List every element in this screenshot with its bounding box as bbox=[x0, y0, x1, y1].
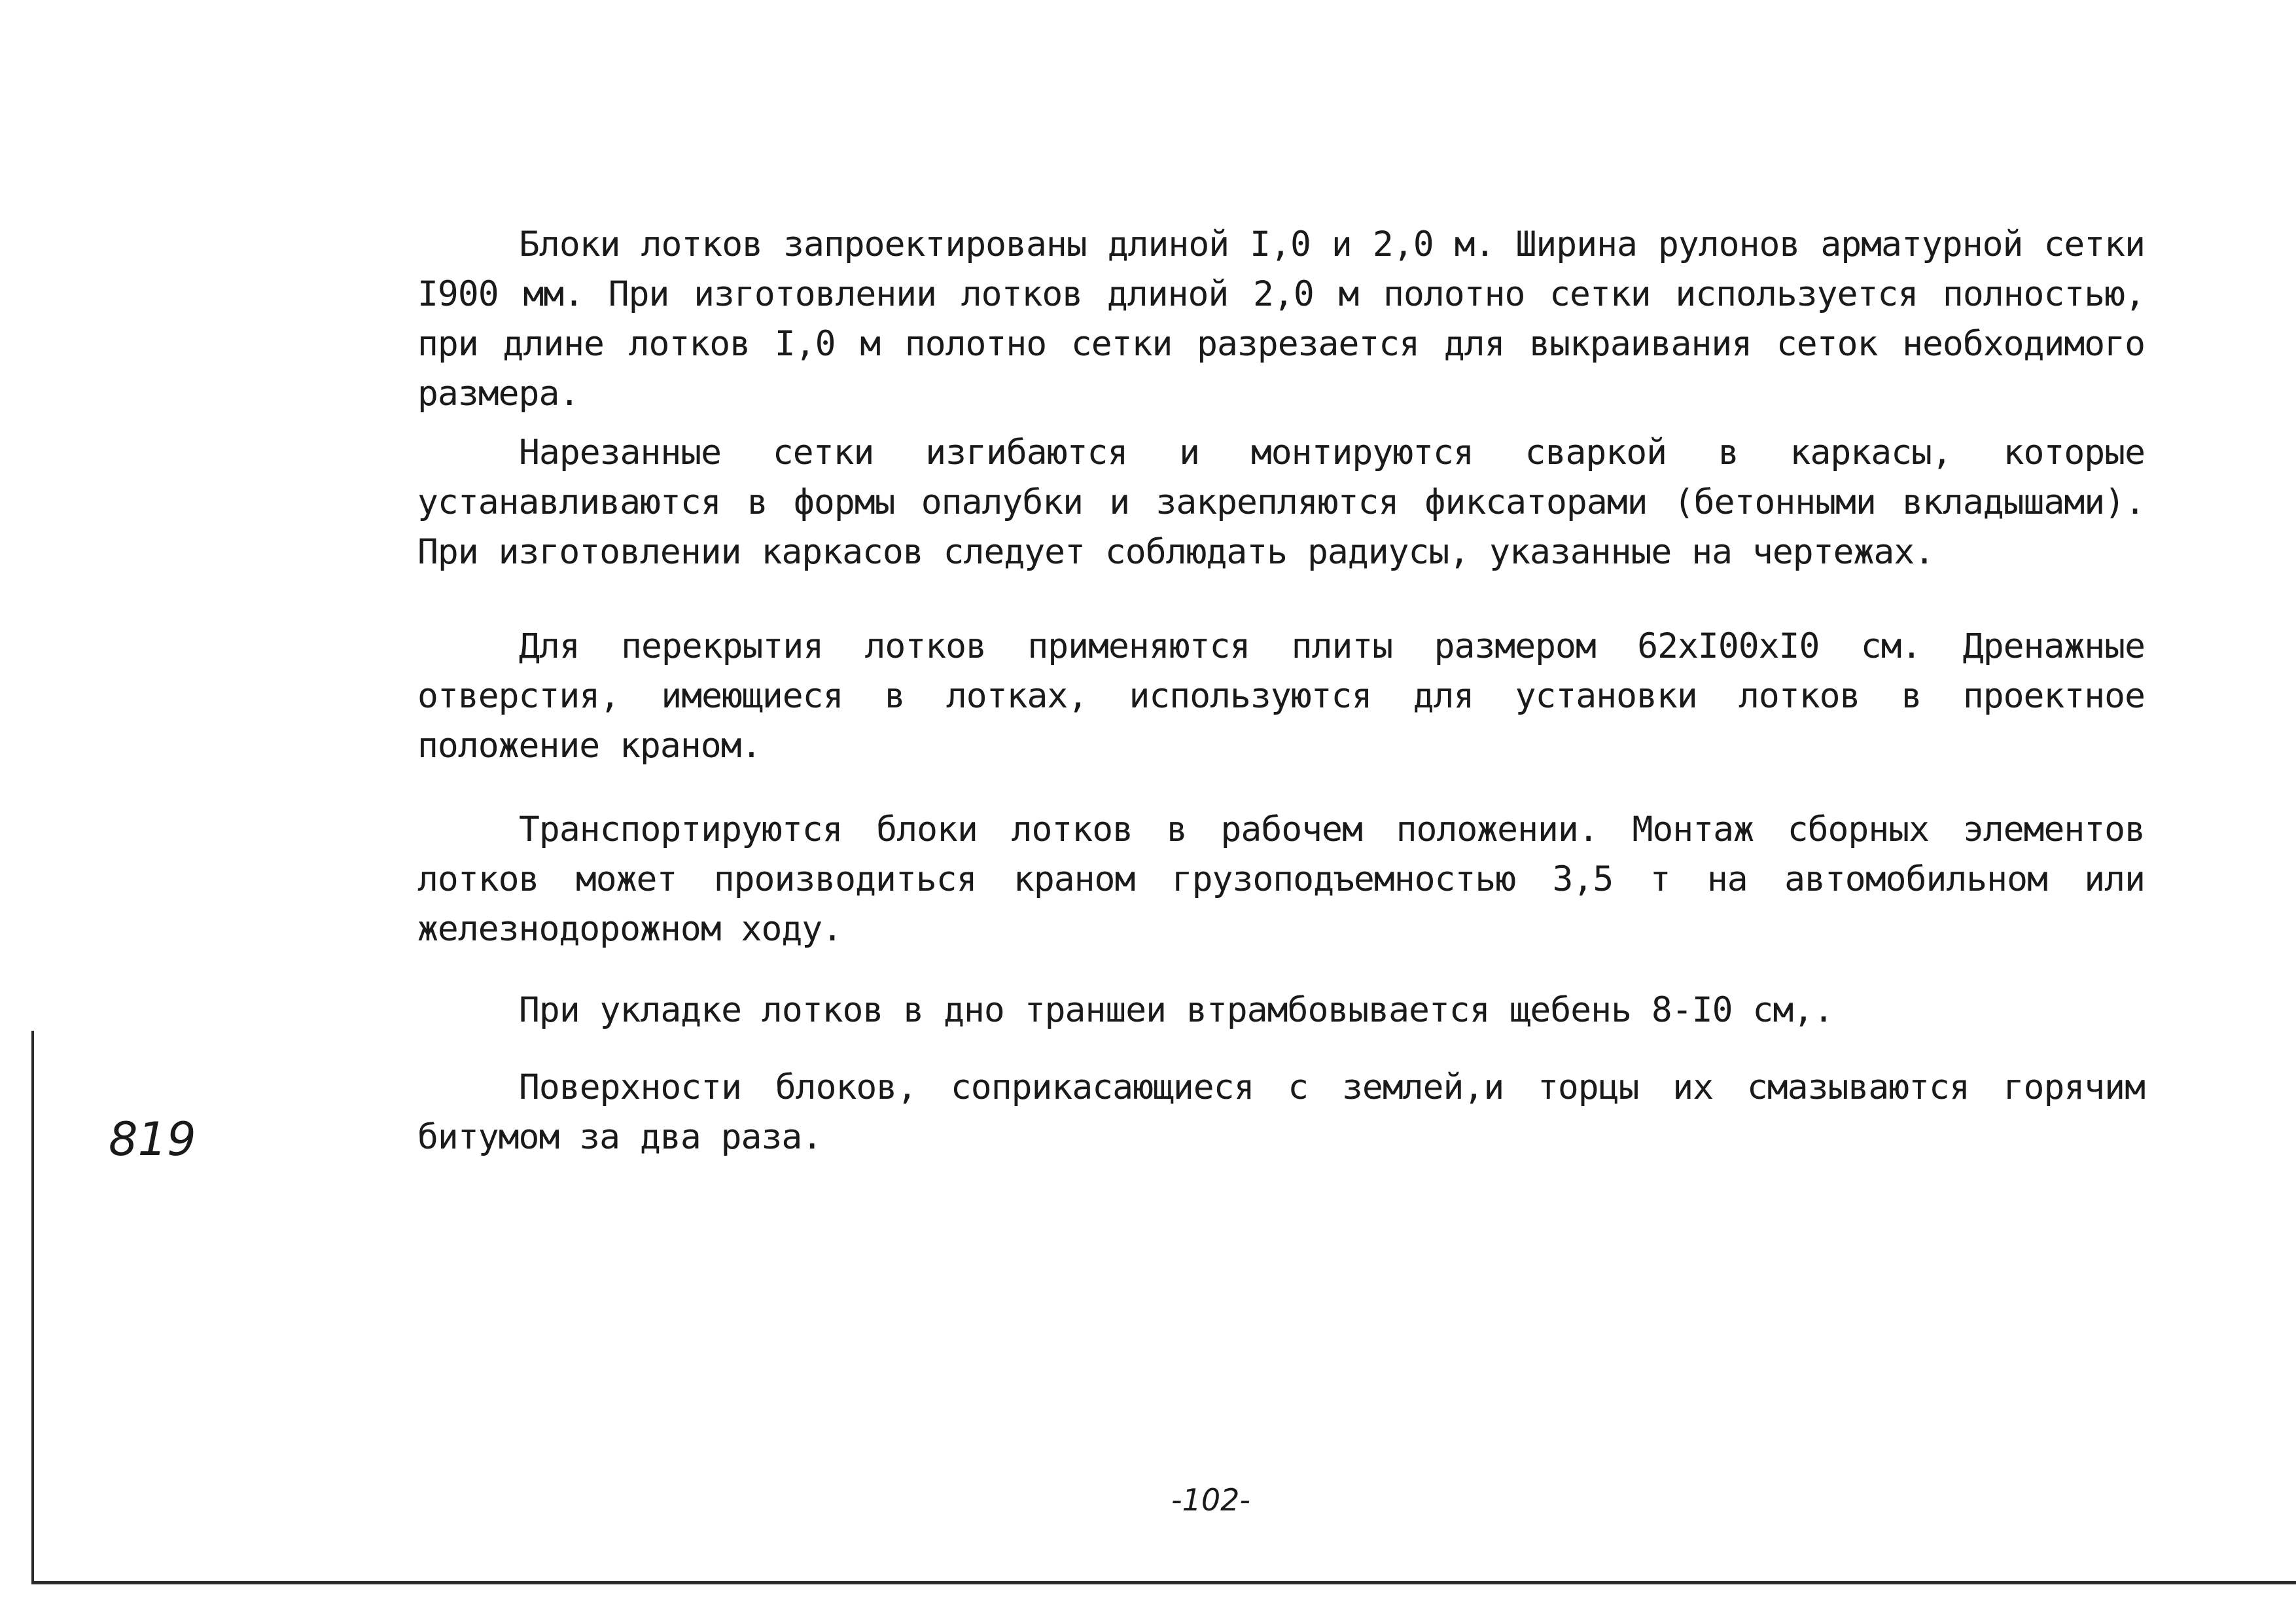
paragraph-4: Транспортируются блоки лотков в рабочем положении. Монтаж сборных элементов лотков может производиться краном грузоподъемностью 3,5 т на автомобильном или железнодорожном ходу. bbox=[417, 810, 2145, 949]
frame-left-border bbox=[31, 1031, 34, 1584]
paragraph-1: Блоки лотков запроектированы длиной I,0 и 2,0 м. Ширина рулонов арматурной сетки I900 мм. При изготовлении лотков длиной 2,0 м полотно сетки используется полностью, при длине лотков I,0 м полотно сетки разрезается для выкраивания сеток необходимого размера. bbox=[417, 224, 2145, 414]
paragraph-2: Нарезанные сетки изгибаются и монтируются сваркой в каркасы, которые устанавливаются в формы опалубки и закрепляются фиксаторами (бетонными вкладышами). При изготовлении каркасов следует соблюдать радиусы, указанные на чертежах. bbox=[417, 433, 2145, 572]
frame-bottom-border bbox=[31, 1581, 2296, 1584]
document-body bbox=[417, 220, 2145, 1162]
page-number: -102- bbox=[1171, 1482, 1250, 1518]
margin-sheet-number: 819 bbox=[109, 1113, 196, 1166]
paragraph-3: Для перекрытия лотков применяются плиты размером 62xI00xI0 см. Дренажные отверстия, имеющиеся в лотках, используются для установки лотков в проектное положение краном. bbox=[417, 626, 2145, 766]
paragraph-5: При укладке лотков в дно траншеи втрамбовывается щебень 8-I0 см,. bbox=[519, 990, 1834, 1030]
paragraph-6: Поверхности блоков, соприкасающиеся с землей,и торцы их смазываются горячим битумом за два раза. bbox=[417, 1067, 2145, 1157]
